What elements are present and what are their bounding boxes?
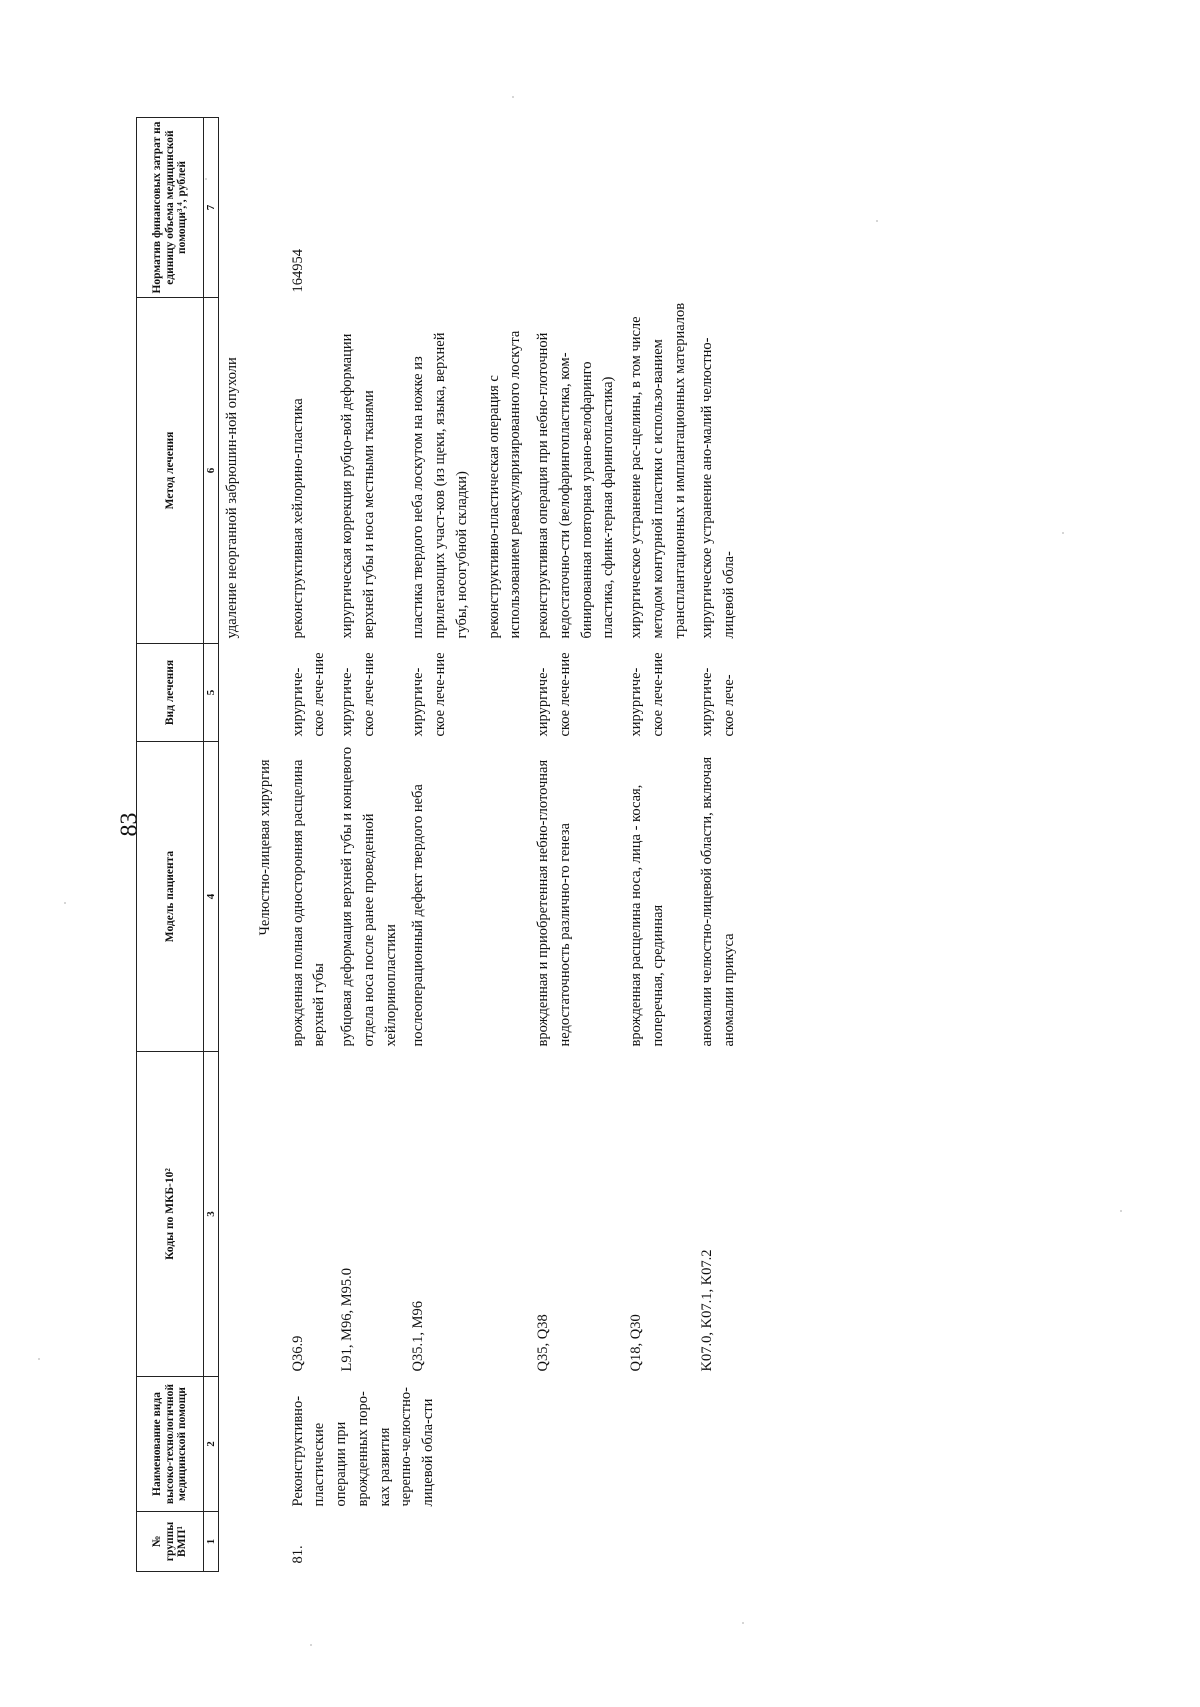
treatment-kind-cell: хирургиче-ское лече- xyxy=(699,667,737,737)
table-row xyxy=(219,118,247,1572)
treatment-method-cell: реконструктивная хейлорино-пластика xyxy=(289,398,306,639)
table-row xyxy=(623,118,694,1572)
treatment-method-cell: хирургическое устранение ано-малий челюстно-лицевой обла- xyxy=(699,337,737,639)
column-index: 6 xyxy=(204,298,219,644)
column-index: 4 xyxy=(204,742,219,1052)
header-cost-norm: Норматив финансовых затрат на единицу объема медицинской помощи³,⁴, рублей xyxy=(137,118,204,298)
table-row xyxy=(285,118,335,1572)
icd-codes-cell: Q18, Q30 xyxy=(628,1314,644,1372)
icd-codes-cell: K07.0, K07.1, K07.2 xyxy=(699,1249,716,1372)
scan-speck xyxy=(38,1358,40,1360)
section-row xyxy=(247,118,285,1572)
treatment-kind-cell: хирургиче-ское лече-ние xyxy=(628,652,666,737)
treatment-kind-cell: хирургиче-ское лече-ние xyxy=(289,652,328,737)
header-icd-codes: Коды по МКБ-10² xyxy=(137,1052,204,1377)
treatment-method-cell: хирургическая коррекция рубцо-вой деформации верхней губы и носа местными тканями xyxy=(339,333,377,639)
treatment-method-cell: хирургическое устранение рас-щелины, в том числе методом контурной пластики с использо-ванием трансплантационных и имплантационных материалов xyxy=(628,302,688,639)
scan-speck xyxy=(64,902,66,904)
table-row xyxy=(334,118,405,1572)
patient-model-cell: врожденная и приобретенная небно-глоточная недостаточность различно-го генеза xyxy=(535,759,573,1047)
patient-model-cell: рубцовая деформация верхней губы и концевого отдела носа после ранее проведенной хейлоринопластики xyxy=(339,746,399,1047)
cost-norm-cell: 164954 xyxy=(289,249,306,293)
icd-codes-cell: Q36.9 xyxy=(289,1335,306,1372)
header-group-number: № группы ВМП¹ xyxy=(137,1512,204,1572)
treatment-kind-cell: хирургиче-ское лече-ние xyxy=(339,652,377,737)
treatment-method-cell: реконструктивная операция при небно-глоточной недостаточно-сти (велофарингопластика, ком-бинированная повторная урано-велофаринго пластика, сфинк-терная фарингопластика) xyxy=(535,332,617,639)
patient-model-cell: послеоперационный дефект твердого неба xyxy=(410,784,427,1047)
column-index: 5 xyxy=(204,644,219,742)
column-index-row xyxy=(204,118,219,1572)
icd-codes-cell: L91, M96, M95.0 xyxy=(339,1267,355,1372)
table-row xyxy=(405,118,530,1572)
icd-codes-cell: Q35.1, M96 xyxy=(410,1301,427,1372)
page-number: 83 xyxy=(116,812,143,837)
scan-speck xyxy=(512,96,514,98)
icd-codes-cell: Q35, Q38 xyxy=(535,1314,551,1372)
header-treatment-kind: Вид лечения xyxy=(137,644,204,742)
patient-model-cell: врожденная расщелина носа, лица - косая, поперечная, срединная xyxy=(628,784,666,1047)
treatment-method-text: реконструктивно-пластическая операция с использованием реваскуляризированного лоскута xyxy=(485,330,524,639)
treatment-method-text: пластика твердого неба лоскутом на ножке из прилегающих участ-ков (из щеки, языка, верхней губы, носогубной складки) xyxy=(410,332,470,639)
patient-model-cell: аномалии челюстно-лицевой области, включая аномалии прикуса xyxy=(699,756,737,1047)
table-row xyxy=(694,118,744,1572)
header-treatment-method: Метод лечения xyxy=(137,298,204,644)
table-row xyxy=(530,118,623,1572)
column-index: 7 xyxy=(204,118,219,298)
treatment-method-cell xyxy=(405,298,530,644)
column-index: 3 xyxy=(204,1052,219,1377)
treatment-method-cell: удаление неорганной забрюшин-ной опухоли xyxy=(224,357,240,639)
vmp-name-cell: Реконструктивно-пластические операции при врожденных поро-ках развития черепно-челюстно-лицевой обла-сти xyxy=(289,1387,436,1507)
column-index: 1 xyxy=(204,1512,219,1572)
header-vmp-name: Наименование вида высоко-технологичной медицинской помощи xyxy=(137,1377,204,1512)
group-number-cell: 81. xyxy=(289,1545,306,1564)
patient-model-cell: врожденная полная односторонняя расщелина верхней губы xyxy=(289,759,328,1047)
header-row xyxy=(137,118,204,1572)
column-index: 2 xyxy=(204,1377,219,1512)
header-patient-model: Модель пациента xyxy=(137,742,204,1052)
section-title: Челюстно-лицевая хирургия xyxy=(256,759,273,936)
vmp-table xyxy=(136,117,744,1572)
treatment-kind-cell: хирургиче-ское лече-ние xyxy=(535,652,573,737)
rotated-page-content xyxy=(136,118,1186,1572)
scan-speck xyxy=(310,1644,312,1646)
treatment-kind-cell: хирургиче-ское лече-ние xyxy=(410,652,448,737)
scan-speck xyxy=(742,1622,744,1624)
